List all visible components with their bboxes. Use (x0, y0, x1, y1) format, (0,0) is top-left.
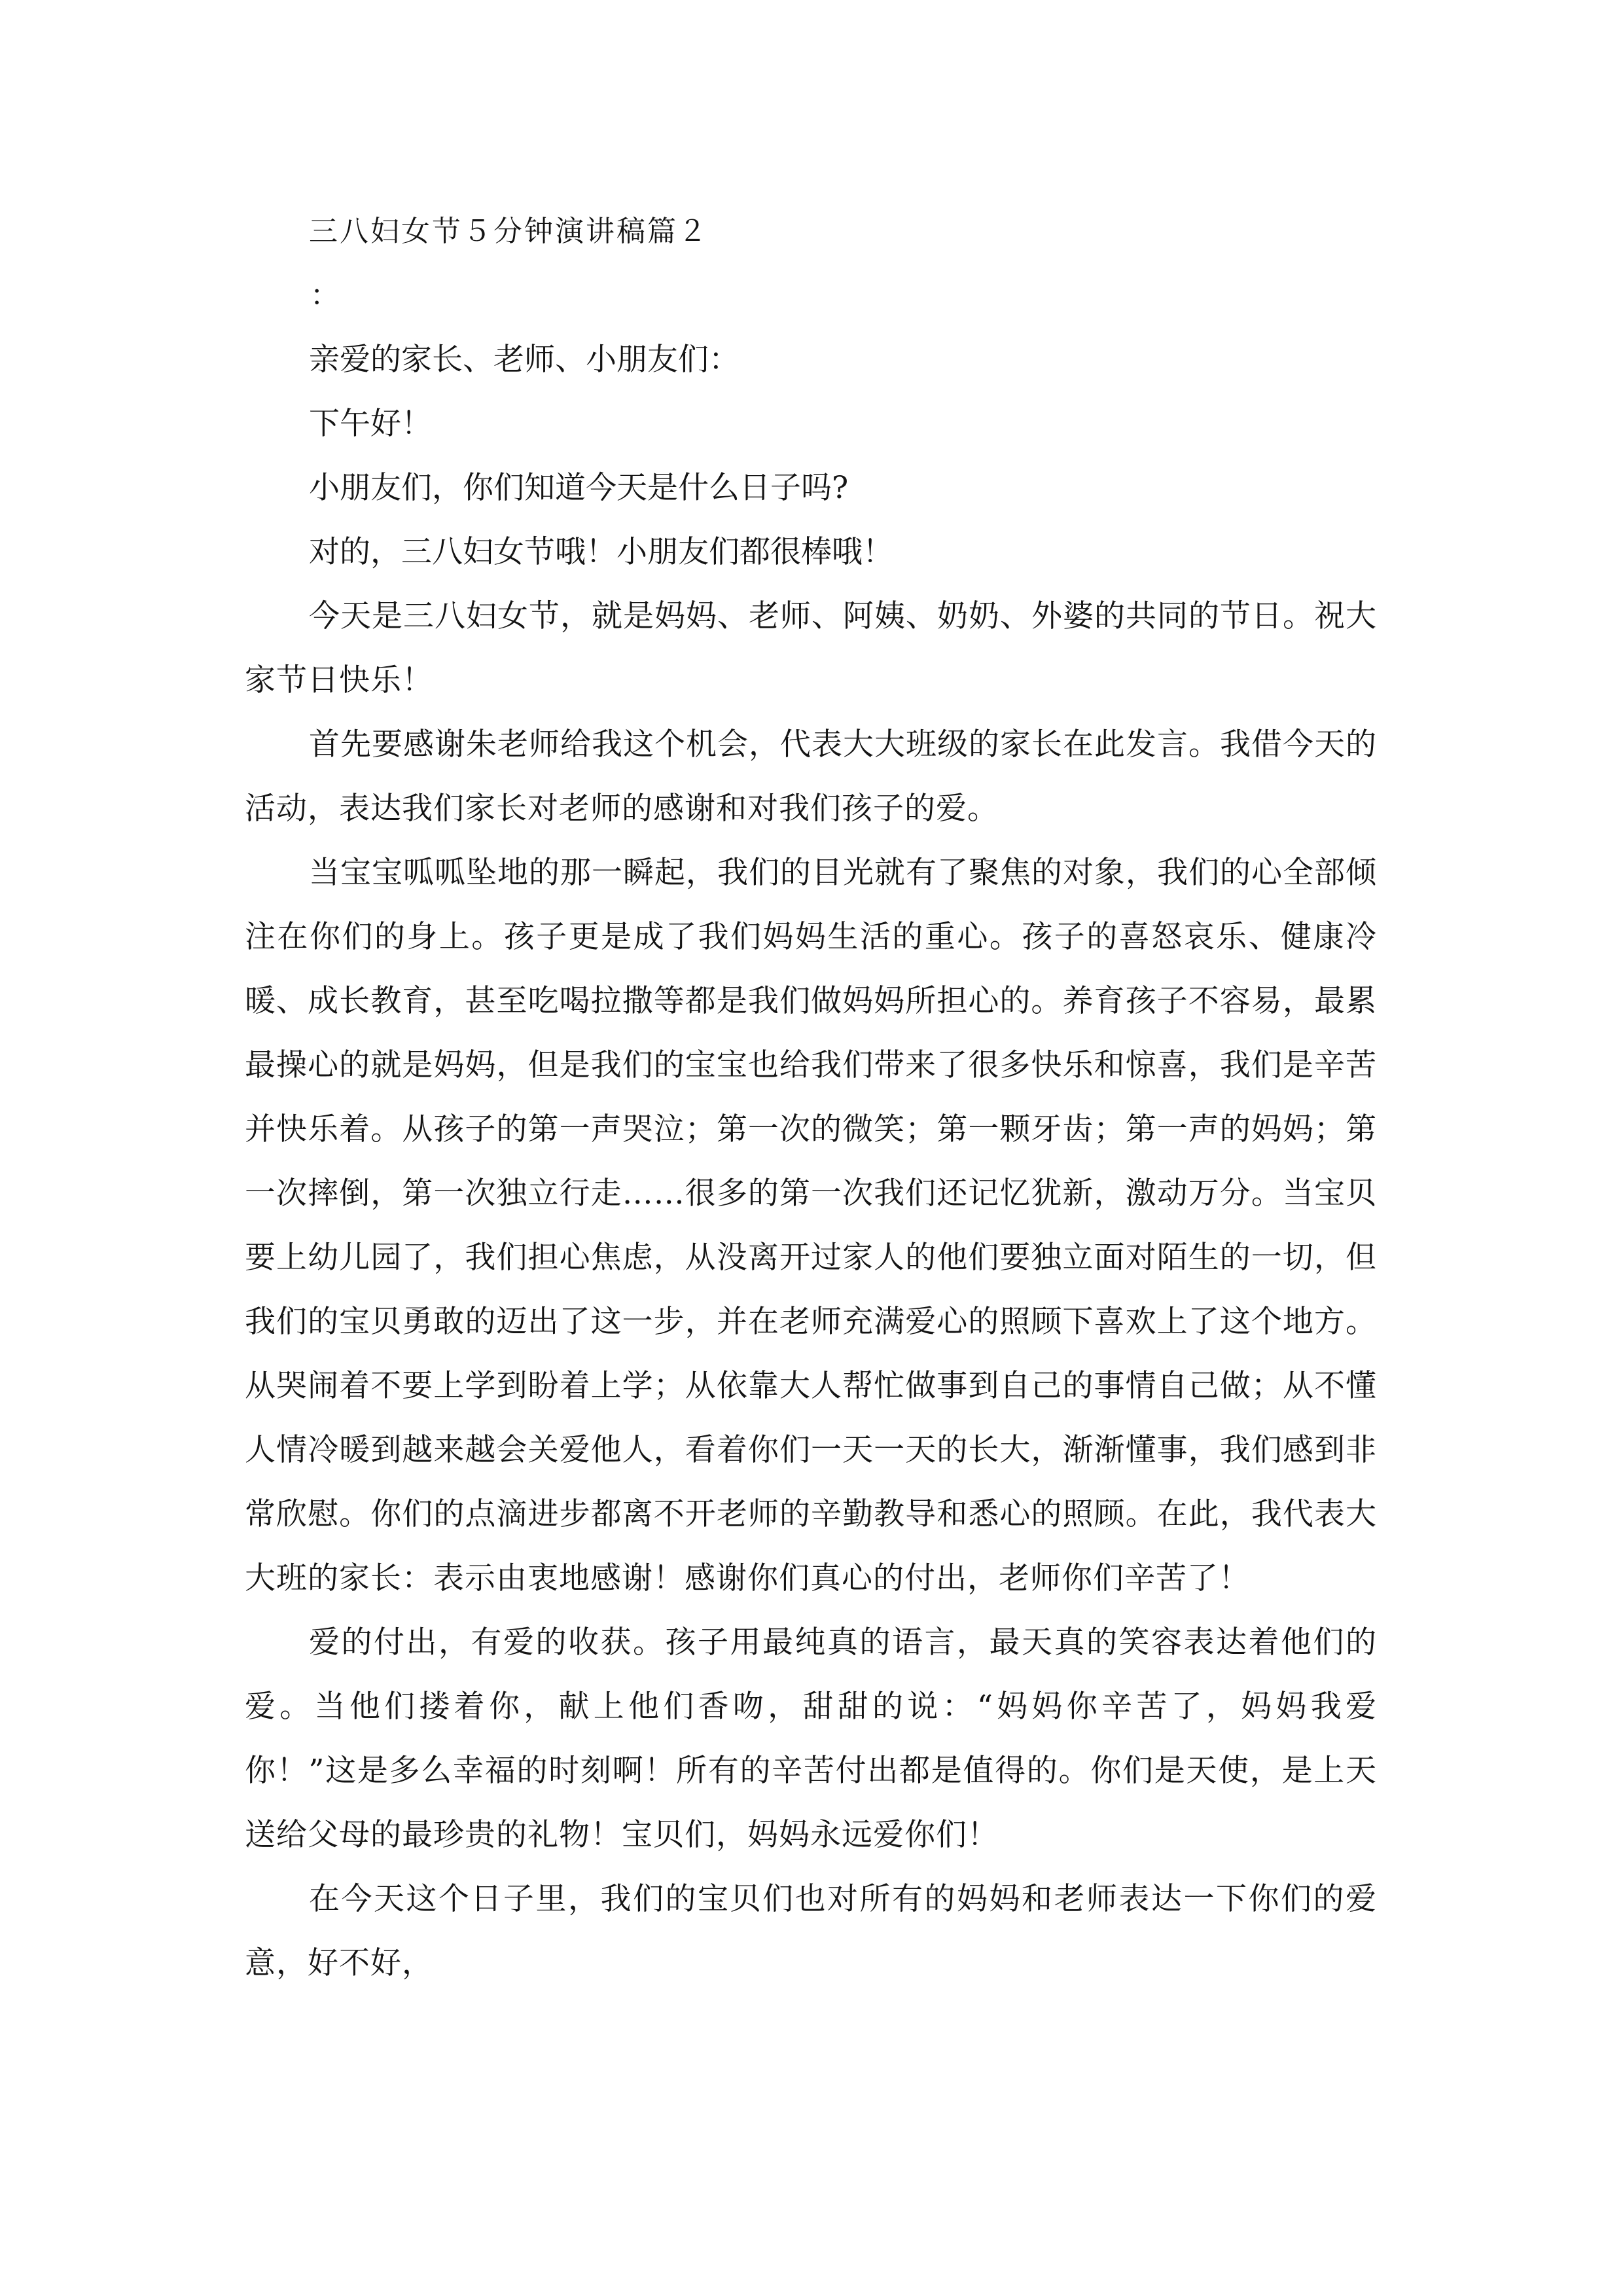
question-line: 小朋友们，你们知道今天是什么日子吗? (309, 470, 849, 506)
good-afternoon-line: 下午好！ (309, 406, 432, 442)
paragraph-festival: 今天是三八妇女节，就是妈妈、老师、阿姨、奶奶、外婆的共同的节日。祝大家节日快乐！ (245, 598, 1377, 698)
paragraph-thanks: 首先要感谢朱老师给我这个机会，代表大大班级的家长在此发言。我借今天的活动，表达我们家长对老师的感谢和对我们孩子的爱。 (245, 726, 1377, 827)
paragraph-love: 爱的付出，有爱的收获。孩子用最纯真的语言，最天真的笑容表达着他们的爱。当他们搂着你，献上他们香吻，甜甜的说：“妈妈你辛苦了，妈妈我爱你！”这是多么幸福的时刻啊！所有的辛苦付出都是值得的。你们是天使，是上天送给父母的最珍贵的礼物！宝贝们，妈妈永远爱你们！ (245, 1624, 1377, 1853)
document-title: 三八妇女节５分钟演讲稿篇２ (309, 215, 709, 248)
paragraph-closing: 在今天这个日子里，我们的宝贝们也对所有的妈妈和老师表达一下你们的爱意，好不好， (245, 1881, 1377, 1981)
answer-line: 对的，三八妇女节哦！小朋友们都很棒哦！ (309, 534, 893, 570)
greeting-line: 亲爱的家长、老师、小朋友们： (309, 342, 740, 378)
title-colon: ： (310, 279, 339, 312)
paragraph-growth: 当宝宝呱呱坠地的那一瞬起，我们的目光就有了聚焦的对象，我们的心全部倾注在你们的身上。孩子更是成了我们妈妈生活的重心。孩子的喜怒哀乐、健康冷暖、成长教育，甚至吃喝拉撒等都是我们做妈妈所担心的。养育孩子不容易，最累最操心的就是妈妈，但是我们的宝宝也给我们带来了很多快乐和惊喜，我们是辛苦并快乐着。从孩子的第一声哭泣；第一次的微笑；第一颗牙齿；第一声的妈妈；第一次摔倒，第一次独立行走……很多的第一次我们还记忆犹新，激动万分。当宝贝要上幼儿园了，我们担心焦虑，从没离开过家人的他们要独立面对陌生的一切，但我们的宝贝勇敢的迈出了这一步，并在老师充满爱心的照顾下喜欢上了这个地方。从哭闹着不要上学到盼着上学；从依靠大人帮忙做事到自己的事情自己做；从不懂人情冷暖到越来越会关爱他人，看着你们一天一天的长大，渐渐懂事，我们感到非常欣慰。你们的点滴进步都离不开老师的辛勤教导和悉心的照顾。在此，我代表大大班的家长：表示由衷地感谢！感谢你们真心的付出，老师你们辛苦了！ (245, 855, 1377, 1596)
document-body (245, 200, 1377, 1996)
